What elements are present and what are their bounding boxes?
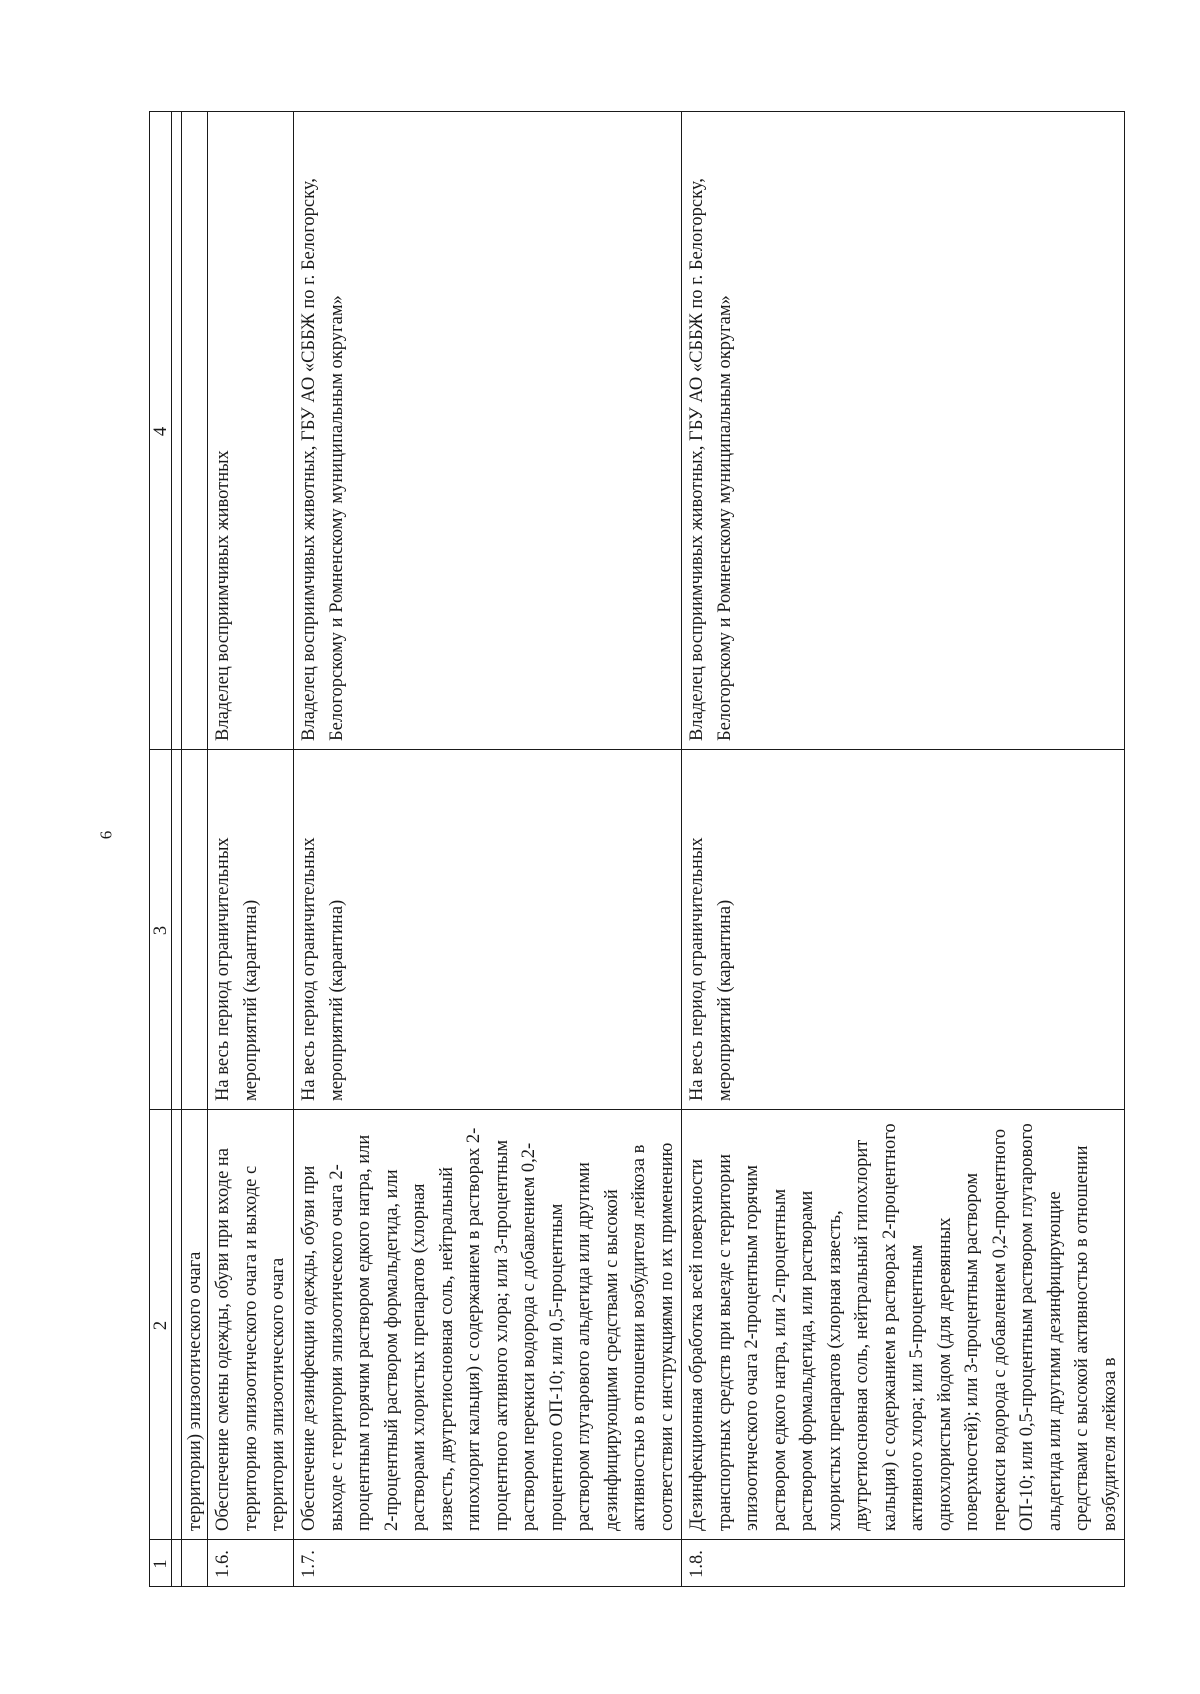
responsible-cell: Владелец восприимчивых животных [208,112,294,750]
responsible-cell: Владелец восприимчивых животных, ГБУ АО «СББЖ по г. Белогорску, Белогорскому и Ромненскому муниципальным округам» [682,112,1125,750]
measures-table-rotated [149,112,1120,1587]
table-row [682,112,1125,1587]
row-number: 1.6. [208,1540,294,1587]
measure-cell: Дезинфекционная обработка всей поверхности транспортных средств при выезде с территории эпизоотического очага 2-процентным горячим раствором едкого натра, или 2-процентным раствором формальдегида, или растворами хлористых препаратов (хлорная известь, двутретиосновная соль, нейтральный гипохлорит кальция) с содержанием в растворах 2-процентного активного хлора; или 5-процентным однохлористым йодом (для деревянных поверхностей); или 3-процентным раствором перекиси водорода с добавлением 0,2-процентного ОП-10; или 0,5-процентным раствором глутарового альдегида или другими дезинфицирующие средствами с высокой активностью в отношении возбудителя лейкоза в [682,1110,1125,1540]
row-number: 1.7. [294,1540,682,1587]
header-cell-1: 1 [150,1540,172,1587]
header-cell-4: 4 [150,112,172,750]
header-row [150,112,172,1587]
row-number: 1.8. [682,1540,1125,1587]
measure-cell: Обеспечение дезинфекции одежды, обуви при выходе с территории эпизоотического очага 2-процентным горячим раствором едкого натра, или 2-процентный раствором формальдегида, или растворами хлористых препаратов (хлорная известь, двутретиосновная соль, нейтральный гипохлорит кальция) с содержанием в растворах 2-процентного активного хлора; или 3-процентным раствором перекиси водорода с добавлением 0,2-процентного ОП-10; или 0,5-процентным раствором глутарового альдегида или другими дезинфицирующими средствами с высокой активностью в отношении возбудителя лейкоза в соответствии с инструкциями по их применению [294,1110,682,1540]
header-cell-2: 2 [150,1110,172,1540]
responsible-cell: Владелец восприимчивых животных, ГБУ АО «СББЖ по г. Белогорску, Белогорскому и Ромненскому муниципальным округам» [294,112,682,750]
table-row [208,112,294,1587]
term-cell: На весь период ограничительных мероприятий (карантина) [208,750,294,1110]
continuation-row [182,112,208,1587]
page-number: 6 [96,830,116,840]
table-row [294,112,682,1587]
header-spacer-row [172,112,182,1587]
continuation-text: территории) эпизоотического очага [182,1110,208,1540]
measures-table [149,111,1125,1587]
term-cell: На весь период ограничительных мероприятий (карантина) [294,750,682,1110]
header-cell-3: 3 [150,750,172,1110]
measure-cell: Обеспечение смены одежды, обуви при входе на территорию эпизоотического очага и выходе с территории эпизоотического очага [208,1110,294,1540]
term-cell: На весь период ограничительных мероприятий (карантина) [682,750,1125,1110]
